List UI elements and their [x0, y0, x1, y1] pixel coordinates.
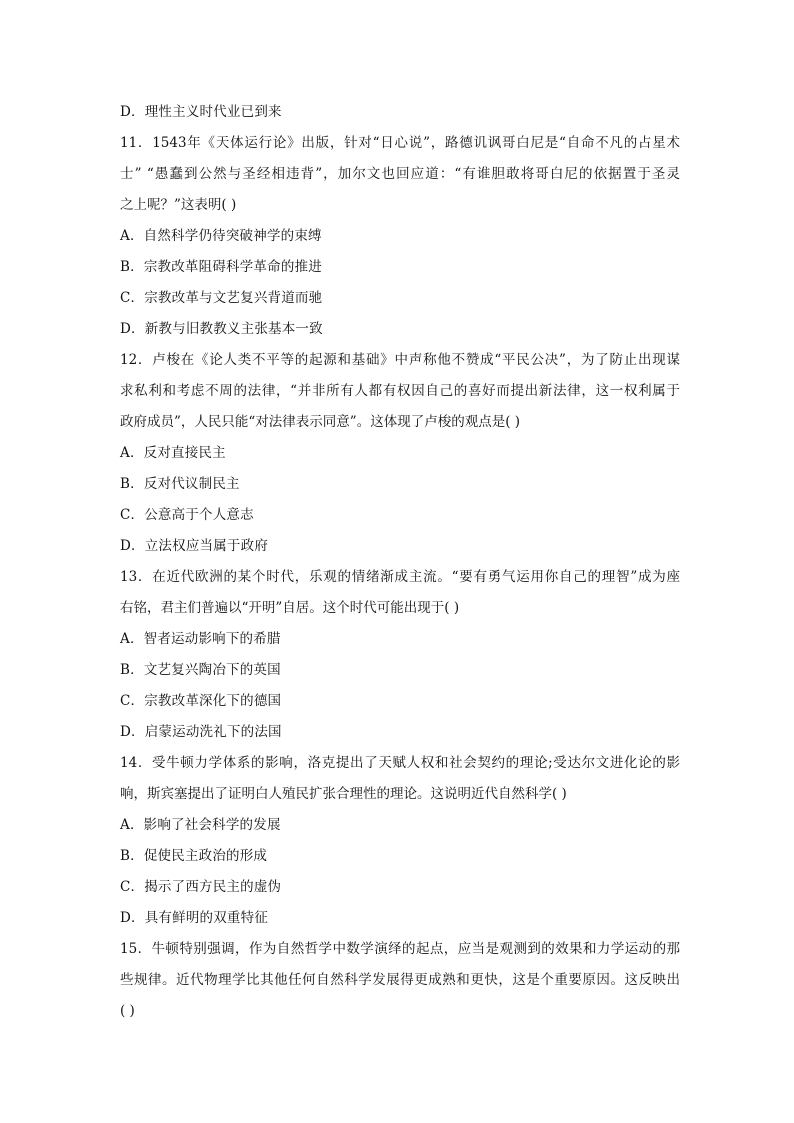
question-line: 些规律。近代物理学比其他任何自然科学发展得更成熟和更快，这是个重要原因。这反映出 — [120, 972, 680, 988]
answer-option: D．新教与旧教教义主张基本一致 — [120, 321, 323, 337]
answer-option: C．宗教改革深化下的德国 — [120, 693, 282, 709]
answer-option: D．立法权应当属于政府 — [120, 538, 269, 554]
answer-option: A．智者运动影响下的希腊 — [120, 631, 281, 647]
question-stem — [120, 128, 680, 221]
answer-option: B．反对代议制民主 — [120, 476, 240, 492]
answer-option: C．宗教改革与文艺复兴背道而驰 — [120, 290, 323, 306]
answer-option: A．自然科学仍待突破神学的束缚 — [120, 228, 322, 244]
answer-option: D．理性主义时代业已到来 — [120, 104, 282, 120]
question-line: 士” “愚蠢到公然与圣经相违背”，加尔文也回应道：“有谁胆敢将哥白尼的依据置于圣灵 — [120, 166, 680, 182]
answer-option: B．文艺复兴陶冶下的英国 — [120, 662, 281, 678]
question-stem — [120, 934, 680, 1027]
question-line: 求私利和考虑不周的法律，“并非所有人都有权因自己的喜好而提出新法律，这一权利属于 — [120, 383, 680, 399]
question-stem — [120, 748, 680, 810]
answer-option: B．宗教改革阻碍科学革命的推进 — [120, 259, 322, 275]
answer-option: D．启蒙运动洗礼下的法国 — [120, 724, 282, 740]
question-line: 12．卢梭在《论人类不平等的起源和基础》中声称他不赞成“平民公决”，为了防止出现谋 — [120, 352, 680, 368]
answer-option: C．公意高于个人意志 — [120, 507, 254, 523]
answer-option: C．揭示了西方民主的虚伪 — [120, 879, 282, 895]
question-line: 之上呢？”这表明( ) — [120, 197, 237, 213]
question-line: ( ) — [120, 1003, 135, 1019]
question-line: 13．在近代欧洲的某个时代，乐观的情绪渐成主流。“要有勇气运用你自己的理智”成为座 — [120, 569, 680, 585]
answer-option: A．反对直接民主 — [120, 445, 226, 461]
question-line: 响，斯宾塞提出了证明白人殖民扩张合理性的理论。这说明近代自然科学( ) — [120, 786, 567, 802]
question-stem — [120, 562, 680, 624]
answer-option: D．具有鲜明的双重特征 — [120, 910, 269, 926]
question-line: 政府成员”，人民只能“对法律表示同意”。这体现了卢梭的观点是( ) — [120, 414, 521, 430]
exam-page — [120, 97, 680, 1027]
question-line: 15．牛顿特别强调，作为自然哲学中数学演绎的起点，应当是观测到的效果和力学运动的那 — [120, 941, 680, 957]
answer-option: B．促使民主政治的形成 — [120, 848, 268, 864]
answer-option: A．影响了社会科学的发展 — [120, 817, 281, 833]
question-line: 14．受牛顿力学体系的影响，洛克提出了天赋人权和社会契约的理论;受达尔文进化论的影 — [120, 755, 680, 771]
question-stem — [120, 345, 680, 438]
question-line: 11．1543年《天体运行论》出版，针对“日心说”，路德讥讽哥白尼是“自命不凡的占星术 — [120, 135, 680, 151]
question-line: 右铭，君主们普遍以“开明”自居。这个时代可能出现于( ) — [120, 600, 460, 616]
